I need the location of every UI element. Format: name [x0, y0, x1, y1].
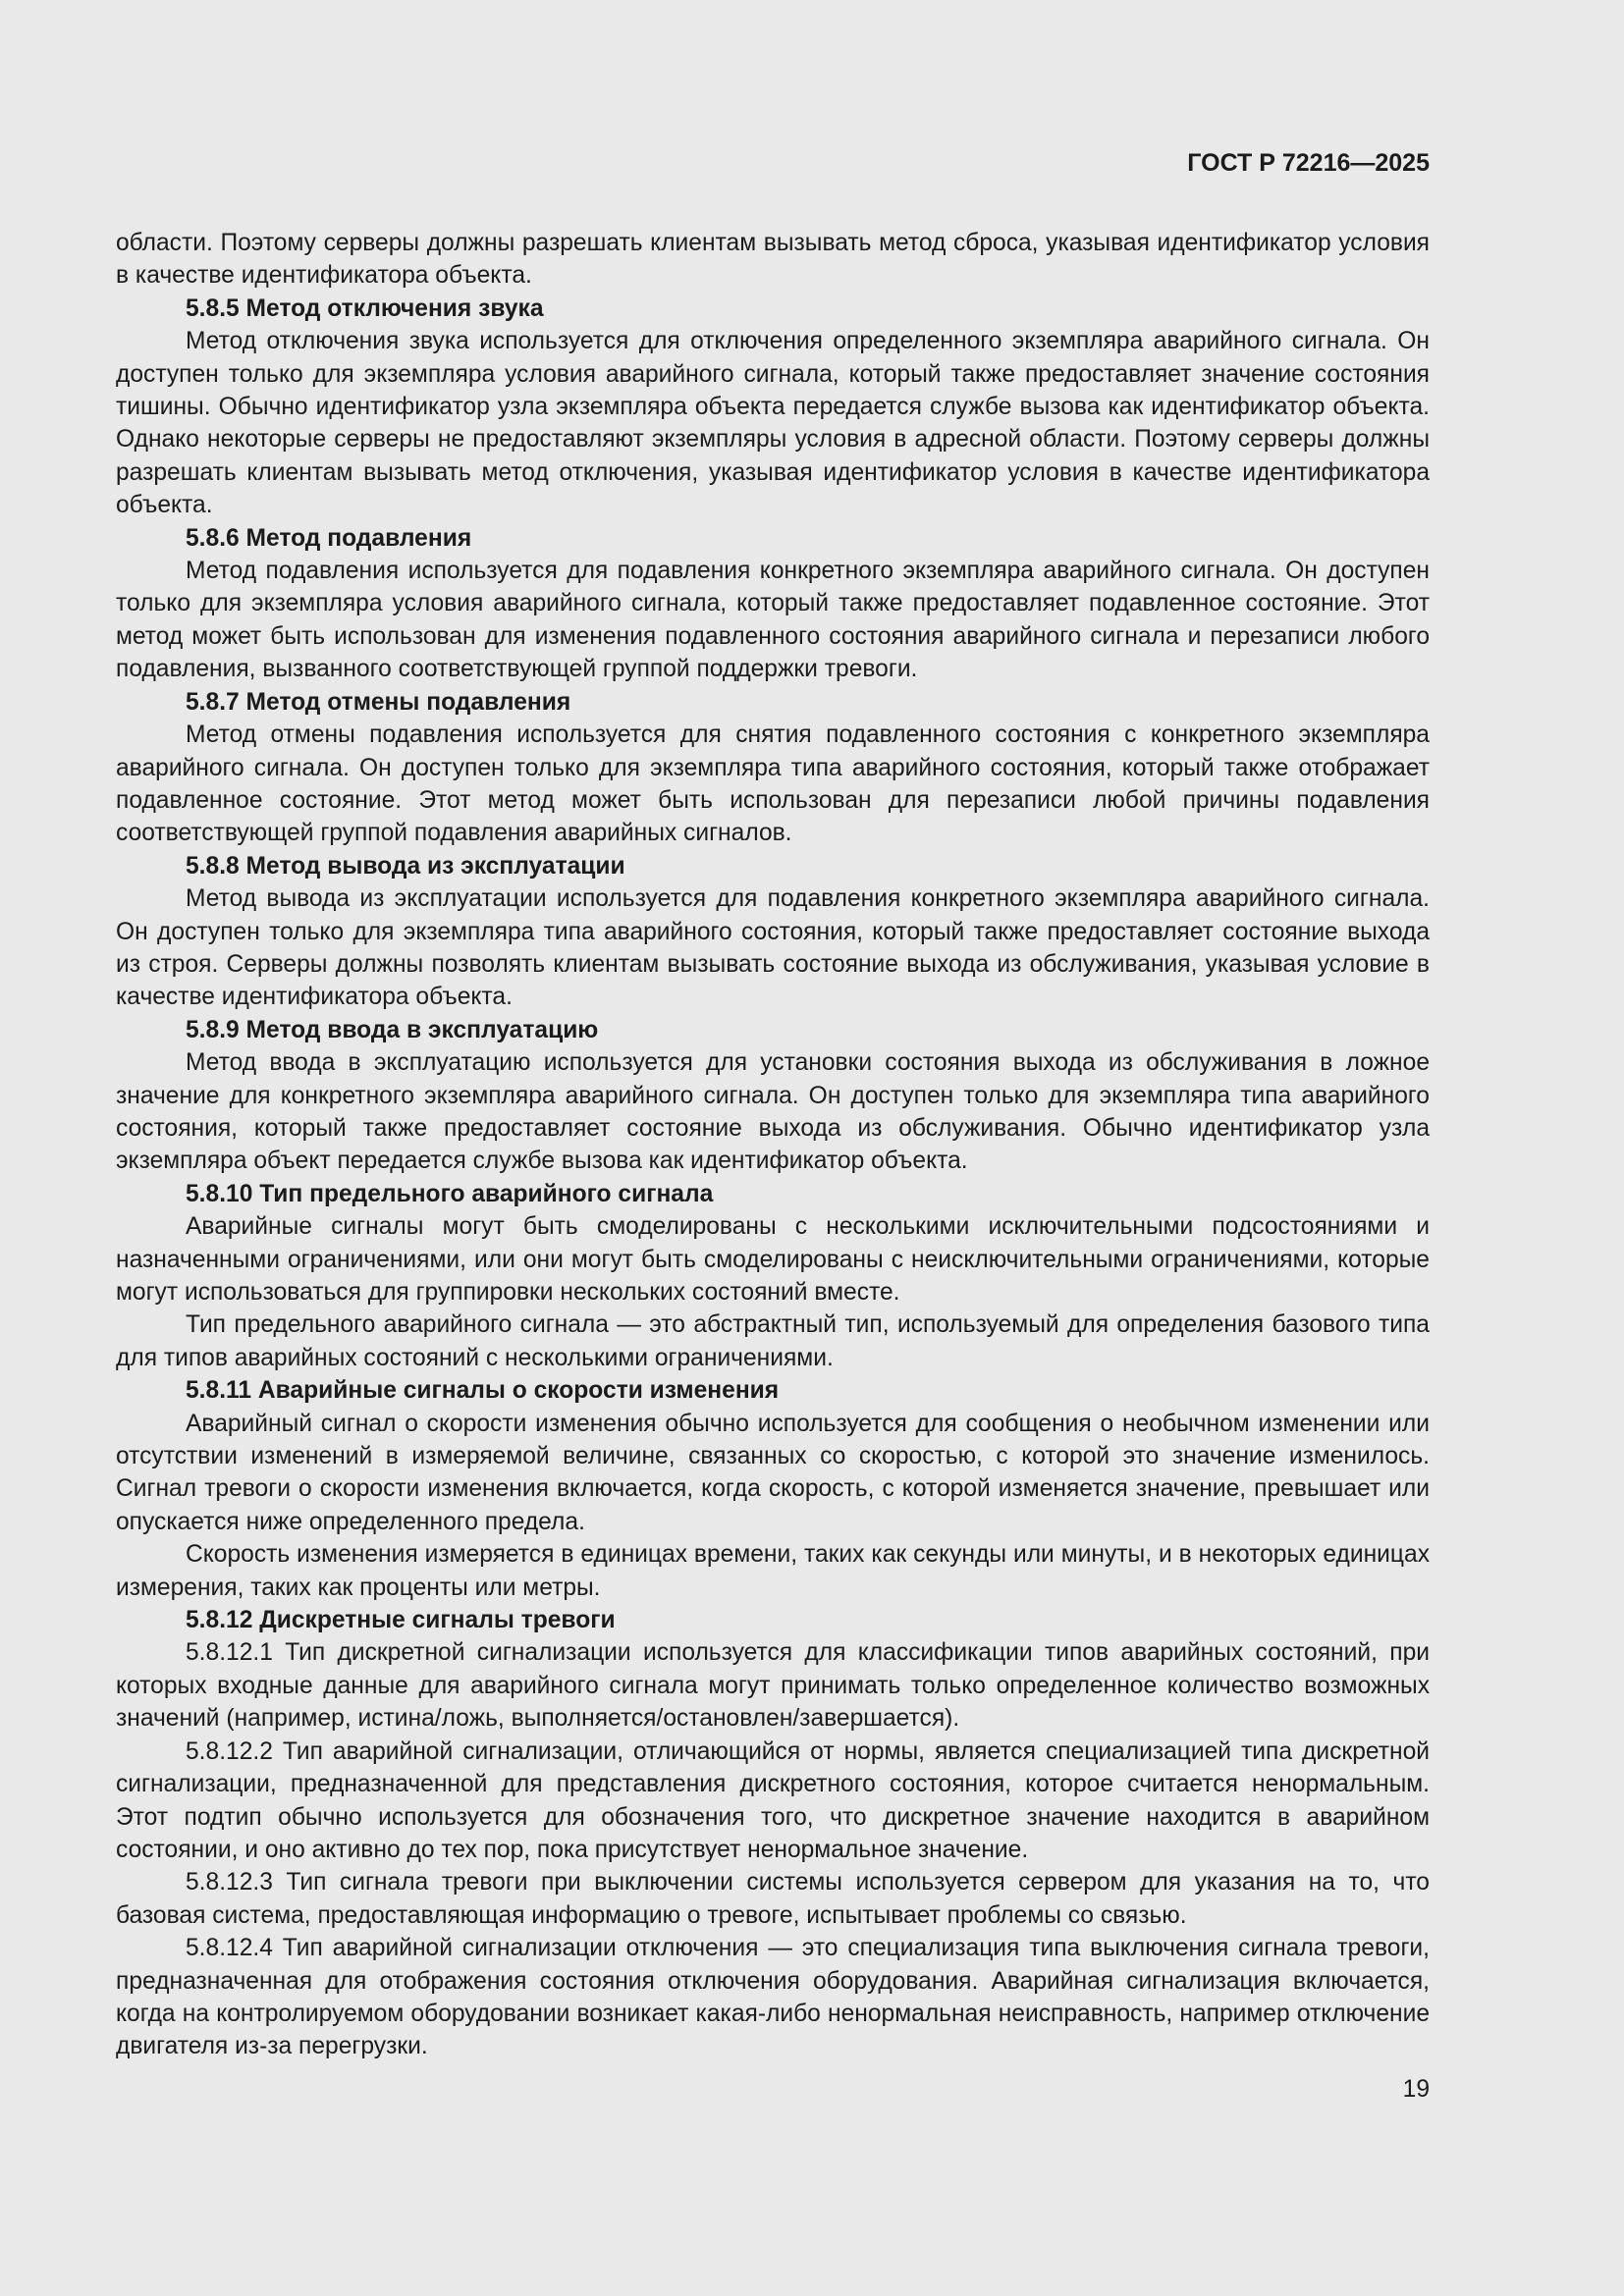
section-heading: 5.8.7 Метод отмены подавления	[186, 688, 571, 716]
paragraph: Метод ввода в эксплуатацию используется для установки состояния выхода из обслуживания в ложное значение для конкретного экземпляра аварийного сигнала. Он доступен только для экземпляра типа аварийного состояния, который также предоставляет состояние выхода из обслуживания. Обычно идентификатор узла экземпляра объект передается службе вызова как идентификатор объекта.	[116, 1049, 1430, 1175]
standard-code-header: ГОСТ Р 72216—2025	[1187, 149, 1430, 177]
paragraph: Метод вывода из эксплуатации используется для подавления конкретного экземпляра аварийного сигнала. Он доступен только для экземпляра типа аварийного состояния, который также предоставляет состояние выхода из строя. Серверы должны позволять клиентам вызывать состояние выхода из обслуживания, указывая условие в качестве идентификатора объекта.	[116, 885, 1430, 1011]
paragraph: 5.8.12.2 Тип аварийной сигнализации, отличающийся от нормы, является специализацией типа дискретной сигнализации, предназначенной для представления дискретного состояния, которое считается ненормальным. Этот подтип обычно используется для обозначения того, что дискретное значение находится в аварийном состоянии, и оно активно до тех пор, пока присутствует ненормальное значение.	[116, 1737, 1430, 1863]
paragraph: 5.8.12.3 Тип сигнала тревоги при выключении системы используется сервером для указания на то, что базовая система, предоставляющая информацию о тревоге, испытывает проблемы со связью.	[116, 1869, 1430, 1929]
document-body	[116, 227, 1430, 2063]
paragraph: Аварийный сигнал о скорости изменения обычно используется для сообщения о необычном изменении или отсутствии изменений в измеряемой величине, связанных со скоростью, с которой это значение изменилось. Сигнал тревоги о скорости изменения включается, когда скорость, с которой изменяется значение, превышает или опускается ниже определенного предела.	[116, 1410, 1430, 1535]
section-heading: 5.8.5 Метод отключения звука	[186, 294, 544, 322]
paragraph: 5.8.12.1 Тип дискретной сигнализации используется для классификации типов аварийных состояний, при которых входные данные для аварийного сигнала могут принимать только определенное количество возможных значений (например, истина/ложь, выполняется/остановлен/завершается).	[116, 1639, 1430, 1733]
page-number: 19	[1402, 2076, 1430, 2103]
section-heading: 5.8.12 Дискретные сигналы тревоги	[186, 1607, 616, 1634]
section-heading: 5.8.11 Аварийные сигналы о скорости изменения	[186, 1377, 780, 1405]
section-heading: 5.8.6 Метод подавления	[186, 524, 472, 552]
paragraph: Скорость изменения измеряется в единицах времени, таких как секунды или минуты, и в некоторых единицах измерения, таких как проценты или метры.	[116, 1541, 1430, 1601]
section-heading: 5.8.10 Тип предельного аварийного сигнала	[186, 1180, 714, 1207]
paragraph: области. Поэтому серверы должны разрешать клиентам вызывать метод сброса, указывая идентификатор условия в качестве идентификатора объекта.	[116, 230, 1430, 290]
paragraph: 5.8.12.4 Тип аварийной сигнализации отключения — это специализация типа выключения сигнала тревоги, предназначенная для отображения состояния отключения оборудования. Аварийная сигнализация включается, когда на контролируемом оборудовании возникает какая-либо ненормальная неисправность, например отключение двигателя из-за перегрузки.	[116, 1935, 1430, 2060]
paragraph: Тип предельного аварийного сигнала — это абстрактный тип, используемый для определения базового типа для типов аварийных состояний с несколькими ограничениями.	[116, 1311, 1430, 1371]
paragraph: Метод подавления используется для подавления конкретного экземпляра аварийного сигнала. Он доступен только для экземпляра условия аварийного сигнала, который также предоставляет подавленное состояние. Этот метод может быть использован для изменения подавленного состояния аварийного сигнала и перезаписи любого подавления, вызванного соответствующей группой поддержки тревоги.	[116, 558, 1430, 683]
paragraph: Метод отключения звука используется для отключения определенного экземпляра аварийного сигнала. Он доступен только для экземпляра условия аварийного сигнала, который также предоставляет значение состояния тишины. Обычно идентификатор узла экземпляра объекта передается службе вызова как идентификатор объекта. Однако некоторые серверы не предоставляют экземпляры условия в адресной области. Поэтому серверы должны разрешать клиентам вызывать метод отключения, указывая идентификатор условия в качестве идентификатора объекта.	[116, 328, 1430, 519]
section-heading: 5.8.8 Метод вывода из эксплуатации	[186, 852, 625, 880]
paragraph: Метод отмены подавления используется для снятия подавленного состояния с конкретного экземпляра аварийного сигнала. Он доступен только для экземпляра типа аварийного состояния, который также отображает подавленное состояние. Этот метод может быть использован для перезаписи любой причины подавления соответствующей группой подавления аварийных сигналов.	[116, 721, 1430, 847]
paragraph: Аварийные сигналы могут быть смоделированы с несколькими исключительными подсостояниями и назначенными ограничениями, или они могут быть смоделированы с неисключительными ограничениями, которые могут использоваться для группировки нескольких состояний вместе.	[116, 1213, 1430, 1306]
section-heading: 5.8.9 Метод ввода в эксплуатацию	[186, 1016, 599, 1043]
